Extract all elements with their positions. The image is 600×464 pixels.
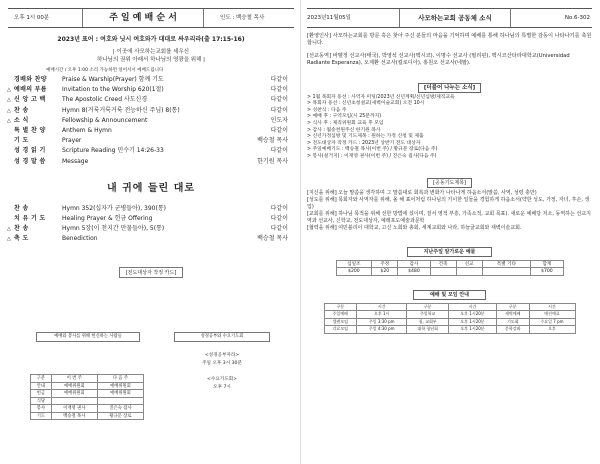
order-row	[8, 106, 294, 116]
list-item: > 예배 후 : 구역모임(시 25분까지)	[307, 114, 382, 120]
list-item: [협력을 위해] 여민블리이 대학교, 고신 노회와 총회, 세계교회와 나라, 하늘굴교회와 새벽이슬교회.	[307, 224, 522, 231]
order-label: 찬 송	[14, 225, 29, 233]
worship-title: 주 일 예 배 순 서	[82, 9, 204, 27]
order-leader: 다같이	[270, 126, 288, 134]
order-row	[8, 214, 294, 224]
table-cell: 오후	[529, 326, 575, 334]
order-leader: 백승철 목사	[257, 137, 288, 145]
finance-value: $200	[336, 268, 372, 276]
worship-leader: 인도 : 백승철 목사	[220, 15, 265, 21]
order-label: 기 도	[14, 137, 29, 145]
welcome-text: [환영인사] 사모하는교회를 방문 혹은 찾아 주신 분들의 마음을 기억하며 예배를 통해 하나님의 특별한 감동이 나타나기를 축원합니다.	[307, 33, 592, 47]
finance-table	[336, 260, 564, 276]
wednesday-time: 오후 7시	[213, 385, 231, 390]
order-leader: 다같이	[270, 106, 288, 114]
schedule-header: 시간	[448, 303, 496, 311]
list-item: > 신년가정심방 및 기도제목 : 원하는 가정 신청 및 제출	[307, 134, 424, 140]
table-cell: 이재영 권사	[51, 405, 97, 413]
worship-time: 오후 1시 00분	[14, 15, 50, 21]
order-leader: 한기원 목사	[257, 157, 288, 165]
order-mark: △	[7, 117, 11, 124]
order-label: 소 식	[14, 116, 29, 124]
table-cell: 예배위원회	[51, 390, 97, 398]
table-cell: 진은숙 집사	[97, 405, 143, 413]
schedule-header-row	[324, 303, 575, 311]
list-item: > 전도대상자 작정 카드 : 2023년 상반기 전도 대상자	[307, 140, 421, 146]
order-row	[8, 224, 294, 234]
table-cell: 주일학교	[407, 311, 448, 319]
list-item: > 주일예배기도 : 백승철 목사(이번 주) / 황규문 장로(다음 주)	[307, 147, 438, 153]
table-cell: 수요일 7 pm	[529, 318, 575, 326]
news-date: 2023년11월05일	[307, 15, 351, 21]
finance-value-row	[336, 268, 563, 276]
table-cell: 기도회	[497, 318, 529, 326]
table-cell: 예배위원회	[97, 390, 143, 398]
list-item: > 목회자 동선 : 신년초청설교(새벽이슬교회) 오전 10시	[307, 101, 425, 107]
table-row	[31, 405, 144, 413]
prep-note: 예배시간 / 오후 1:00 소리 가능하면 일어서서 예배드립니다	[46, 68, 164, 73]
order-mark: △	[7, 87, 11, 94]
table-cell: 청, 교회부	[407, 318, 448, 326]
schedule-header: 구분	[324, 303, 356, 311]
order-leader: 다같이	[270, 214, 288, 222]
table-row	[324, 311, 575, 319]
list-item: > 성찬식 : 다음 주	[307, 107, 347, 113]
worship-order-response	[8, 204, 294, 245]
list-item: > 감사 : 월송천원주신 한기원 목사	[307, 127, 381, 133]
order-content: The Apostolic Creed 사도신경	[62, 96, 148, 104]
finance-title: 지난주일 알가로운 예물	[407, 247, 493, 257]
intro-line: | 이곳에 사모하는교회를 세우신	[112, 49, 190, 55]
order-row	[8, 204, 294, 214]
news-section-title: [더불어 나누는 소식]	[418, 83, 481, 93]
order-row	[8, 234, 294, 244]
list-item: > 봉사(설거지) : 이재영 권사(이번 주) / 진은숙 집사(다음 주)	[307, 153, 437, 159]
table-cell: 봉사	[31, 405, 52, 413]
order-label: 신 앙 고 백	[14, 96, 46, 104]
table-row	[31, 390, 144, 398]
worship-header	[8, 8, 294, 28]
table-cell: 주일예배	[324, 311, 356, 319]
study-box-title: 성경공부와 수요기도회	[174, 332, 270, 342]
order-leader: 다같이	[270, 86, 288, 94]
order-row	[8, 146, 294, 156]
finance-header: 합계	[531, 260, 563, 268]
list-item: > 식사 후 : 제직위원회 교육 후 모임	[307, 121, 384, 126]
table-cell: 문학강좌	[497, 326, 529, 334]
table-cell: 셀렌모임	[324, 318, 356, 326]
order-content: Benediction	[62, 235, 98, 243]
order-mark: △	[7, 97, 11, 104]
order-content: Message	[62, 157, 89, 165]
bible-study-time: 주일 오후 3시 30분	[202, 361, 242, 366]
table-cell: 예배위원회	[51, 382, 97, 390]
table-cell: 주일 4:30 pm	[356, 326, 406, 334]
table-cell: 예배위원회	[97, 382, 143, 390]
order-label: 치 유 기 도	[14, 214, 46, 222]
section-title-response: 내 귀에 들린 대로	[106, 182, 196, 194]
schedule-header: 구분	[407, 303, 448, 311]
table-cell	[97, 397, 143, 405]
finance-header: 주정	[372, 260, 398, 268]
church-intro	[8, 48, 294, 64]
schedule-header: 구분	[497, 303, 529, 311]
table-cell: 오후 1시20분	[448, 318, 496, 326]
order-row	[8, 136, 294, 146]
year-motto: 2023년 표어 : 여호와 닛시 여호와가 대대로 싸우리라(출 17:15-16)	[57, 36, 245, 43]
finance-value: $480	[398, 268, 430, 276]
order-mark: △	[7, 107, 11, 114]
finance-header: 건축	[430, 260, 456, 268]
order-leader: 다같이	[270, 96, 288, 104]
news-list	[307, 95, 592, 161]
order-content: Praise & Warship(Prayer) 함께 기도	[62, 76, 164, 83]
order-content: Fellowship & Announcement	[62, 116, 148, 124]
order-leader: 인도자	[270, 116, 288, 124]
table-cell: 새벽예배	[497, 311, 529, 319]
order-label: 찬 송	[14, 204, 29, 212]
order-mark: △	[7, 226, 11, 233]
table-cell: 헌금	[31, 390, 52, 398]
list-item: [성도를 위해] 목회자와 사역자를 위해, 올 해 표어처럼 하나님의 기이한 일들을 경험하게 하옵소서(약한 성도, 가정, 자녀, 후손, 생업)	[307, 196, 590, 210]
list-item: [교회를 위해] 하나님 목적을 위해 선한 방법에 섰이며, 질서 영적 부흥, 가족소적, 교회 목표). 새로운 예배당 처소, 동역하는 선교지역과 선교사, 신학교, 전도대상자, 예레포도예술과문학	[307, 210, 591, 224]
finance-value	[430, 268, 456, 276]
table-cell	[51, 397, 97, 405]
order-row	[8, 126, 294, 136]
order-content: Scripture Reading 민수기 14:26-33	[62, 147, 164, 155]
order-label: 성 경 읽 기	[14, 147, 46, 155]
order-label: 찬 송	[14, 106, 29, 114]
finance-value	[482, 268, 531, 276]
finance-header: 특별 기타	[482, 260, 531, 268]
order-content: Hymn 8(거룩거룩거룩 전능하신 주님) 8(통)	[62, 106, 180, 114]
finance-value	[456, 268, 482, 276]
schedule-table	[324, 303, 576, 334]
finance-header: 선교	[456, 260, 482, 268]
table-cell: 기도	[31, 412, 52, 420]
table-cell: 대학 청년회	[407, 326, 448, 334]
order-row	[8, 85, 294, 95]
table-row	[31, 382, 144, 390]
order-leader: 다같이	[270, 147, 288, 155]
order-leader: 다같이	[270, 76, 288, 83]
order-label: 특 별 찬 양	[14, 126, 46, 134]
order-content: Hymn 5장(이 천지간 만물들아), 5(통)	[62, 225, 165, 233]
table-row	[324, 326, 575, 334]
table-cell: 오후 1시	[356, 311, 406, 319]
order-mark: △	[7, 236, 11, 243]
table-cell: 식당	[31, 397, 52, 405]
missionary-text: [선교동역] 바벨정 선교사(태국), 박영석 선교사(멕시코), 이명수 선교사 (필리핀), 멕시코산타라대학교(Universidad Radiante Esperanza), 오제환 선교사(킬로디아), 홍원오 선교사(네팔).	[307, 52, 570, 67]
news-number: No.6-302	[564, 15, 590, 21]
list-item: > 1월 목회자 동선 : 사역자 미팅/2023년 신년계획/신년심방/제직교육	[307, 94, 455, 100]
table-cell: 오후 1시20분	[448, 311, 496, 319]
ministry-header: 구분	[31, 375, 52, 383]
table-cell: 주일 3:30 pm	[356, 318, 406, 326]
order-label: 축 도	[14, 235, 29, 243]
order-label: 성 경 말 씀	[14, 157, 46, 165]
table-row	[31, 397, 144, 405]
schedule-title: 예배 및 모임 안내	[413, 290, 486, 300]
intro-line: 하나님의 권위 아래서 하나님의 영광을 위해 |	[97, 57, 205, 63]
order-label: 예배의 부름	[14, 86, 47, 94]
ministry-header: 이 번 주	[51, 375, 97, 383]
right-page	[300, 0, 600, 464]
worship-order	[8, 75, 294, 167]
table-cell: 각료모임	[324, 326, 356, 334]
order-content: Healing Prayer & 헌금 Offering	[62, 214, 153, 222]
schedule-header: 시간	[356, 303, 406, 311]
table-row	[31, 412, 144, 420]
table-cell: 안내	[31, 382, 52, 390]
bible-study-title: <성경공부자라>	[204, 353, 240, 358]
prayer-list	[307, 190, 592, 232]
order-content: Anthem & Hymn	[62, 126, 112, 134]
evangelism-card-label: [전도대상자 작정 카드]	[119, 267, 184, 278]
order-row	[8, 75, 294, 85]
order-row	[8, 116, 294, 126]
order-label: 경배와 찬양	[14, 76, 47, 83]
order-leader: 다같이	[270, 225, 288, 233]
prayer-section-title: [공동기도제목]	[427, 178, 472, 188]
wednesday-title: <수요기도회>	[207, 377, 237, 382]
ministry-header: 다 음 주	[97, 375, 143, 383]
ministry-box-title: 예배와 봉사를 위해 헌신하는 사람들	[36, 332, 140, 342]
finance-value: $700	[531, 268, 563, 276]
order-leader: 백승철 목사	[257, 235, 288, 243]
finance-header-row	[336, 260, 563, 268]
table-cell: 백승철 목사	[51, 412, 97, 420]
schedule-header: 시간	[529, 303, 575, 311]
order-leader: 다같이	[270, 204, 288, 212]
news-title: 사모하는교회 공동체 소식	[399, 9, 511, 27]
table-cell: 오후 1시20분	[448, 326, 496, 334]
ministry-table	[30, 374, 144, 420]
table-row	[324, 318, 575, 326]
finance-value: $20	[372, 268, 398, 276]
order-row	[8, 157, 294, 167]
order-content: Hymn 352(십자가 군병들아), 390(통)	[62, 204, 166, 212]
finance-header: 감사	[398, 260, 430, 268]
list-item: [지신을 위해] 오늘 말씀을 생각하며 그 말씀대로 회복과 변화가 나타나게 하옵소서(말씀, 사역, 성령 충만)	[307, 189, 537, 196]
order-row	[8, 95, 294, 105]
order-content: Invitation to the Worship 620(1절)	[62, 86, 164, 94]
table-cell: 황규문 장로	[97, 412, 143, 420]
news-header	[307, 8, 592, 28]
finance-header: 십일조	[336, 260, 372, 268]
table-cell: 매진예료	[529, 311, 575, 319]
ministry-header-row	[31, 375, 144, 383]
bible-study-info	[180, 352, 264, 392]
order-content: Prayer	[62, 137, 82, 145]
